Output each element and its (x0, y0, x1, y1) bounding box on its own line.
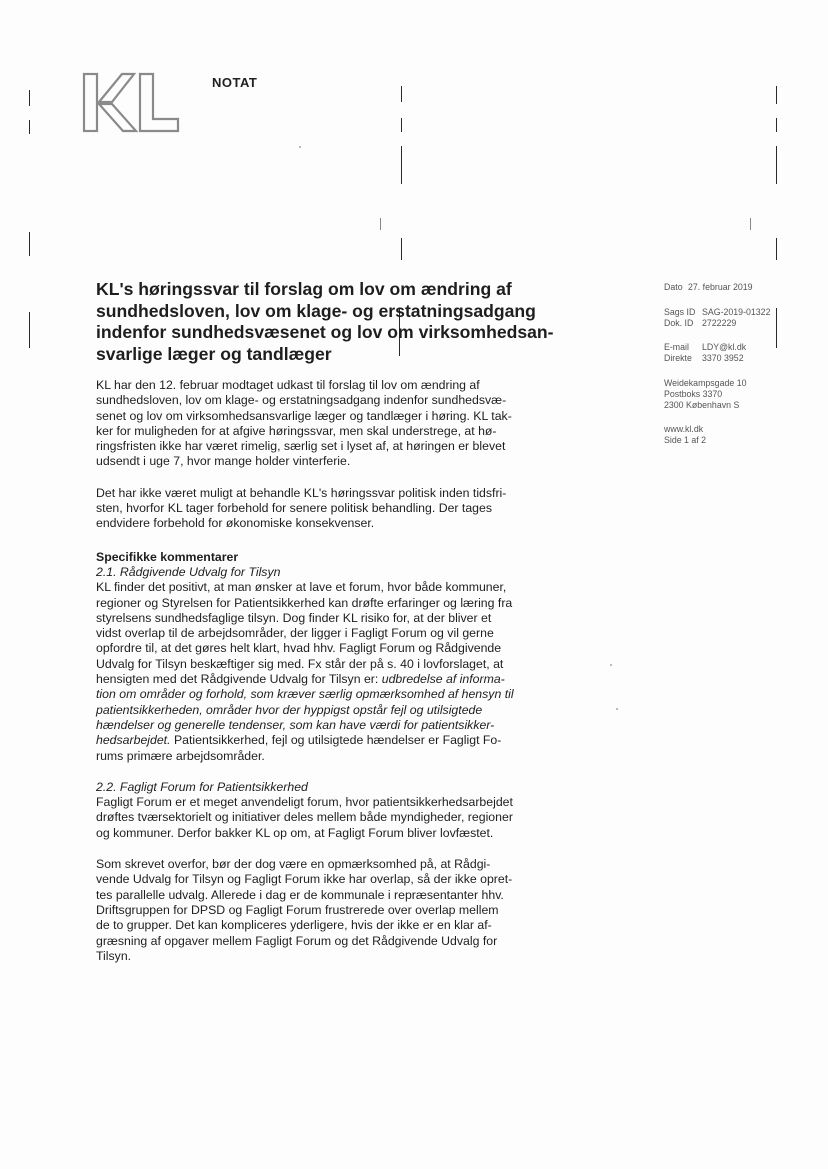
scan-line (750, 218, 751, 230)
date-value: 27. februar 2019 (688, 282, 753, 292)
title-line: indenfor sundhedsvæsenet og lov om virksomhedsan- (96, 322, 554, 342)
reservation-paragraph (96, 486, 566, 532)
italic-quote: hedsarbejdet. (96, 733, 171, 748)
text-line: Fagligt Forum er et meget anvendeligt forum, hvor patientsikkerhedsarbejdet (96, 795, 513, 810)
scan-line (776, 308, 777, 348)
meta-ids (664, 307, 770, 329)
page-indicator: Side 1 af 2 (664, 434, 707, 445)
scan-line (401, 118, 402, 132)
sags-id-label: Sags ID (664, 307, 696, 317)
text-line: Udvalg for Tilsyn beskæftiger sig med. Fx står der på s. 40 i lovforslaget, at (96, 656, 504, 671)
meta-contact (664, 342, 746, 364)
scan-line (401, 86, 402, 102)
scan-line (29, 90, 30, 106)
sags-id-value: SAG-2019-01322 (702, 307, 771, 317)
text-line: Driftsgruppen for DPSD og Fagligt Forum frustrerede over overlap mellem (96, 902, 499, 917)
text-line: ringsfristen ikke har været rimelig, særlig set i lyset af, at høringen er blevet (96, 439, 506, 454)
text-line: vidst overlap til de arbejdsområder, der ligger i Fagligt Forum og vil gerne (96, 626, 494, 641)
scan-line (29, 120, 30, 134)
document-title (96, 279, 576, 365)
scan-line (776, 238, 777, 260)
meta-address (664, 378, 746, 410)
date-label: Dato (664, 282, 683, 292)
text-line: sundhedsloven, lov om klage- og erstatningsadgang indenfor sundhedsvæ- (96, 393, 507, 408)
scan-line (380, 218, 381, 230)
text-line: græsning af opgaver mellem Fagligt Forum og det Rådgivende Udvalg for (96, 933, 498, 948)
text-run: Patientsikkerhed, fejl og utilsigtede hændelser er Fagligt Fo- (170, 733, 502, 748)
address-line: 2300 København S (664, 399, 740, 410)
text-line: tes parallelle udvalg. Allerede i dag er de kommunale i repræsentanter hhv. (96, 887, 504, 902)
text-line: udsendt i uge 7, hvor mange holder vinterferie. (96, 454, 351, 469)
text-line: Tilsyn. (96, 948, 132, 963)
title-line: svarlige læger og tandlæger (96, 343, 332, 364)
text-run: hensigten med det Rådgivende Udvalg for Tilsyn er: (96, 672, 382, 687)
text-line: senet og lov om virksomhedsansvarlige læger og tandlæger i høring. KL tak- (96, 408, 512, 423)
text-line: drøftes tværsektorielt og initiativer deles mellem både myndigheder, regioner (96, 810, 513, 825)
italic-quote: tion om områder og forhold, som kræver særlig opmærksomhed af hensyn til (96, 687, 514, 702)
scan-line (776, 146, 777, 184)
text-line: regioner og Styrelsen for Patientsikkerhed kan drøfte erfaringer og læring fra (96, 595, 513, 610)
italic-quote: udbredelse af informa- (381, 672, 505, 687)
text-line: styrelsens sundhedsfaglige tilsyn. Dog finder KL risiko for, at der bliver et (96, 610, 492, 625)
meta-web (664, 424, 706, 446)
text-line: Som skrevet overfor, bør der dog være en opmærksomhed på, at Rådgi- (96, 857, 491, 872)
address-line: Weidekampsgade 10 (664, 378, 747, 388)
email-label: E-mail (664, 342, 689, 352)
title-line: sundhedsloven, lov om klage- og erstatningsadgang (96, 300, 536, 321)
section-specific-comments (96, 550, 566, 764)
text-line (96, 672, 566, 687)
subsection-heading: 2.2. Fagligt Forum for Patientsikkerhed (96, 779, 308, 794)
scan-line (776, 86, 777, 104)
scan-line (29, 312, 30, 348)
title-line: KL's høringssvar til forslag om lov om ændring af (96, 279, 512, 299)
overlap-paragraph (96, 857, 566, 964)
email-value[interactable]: LDY@kl.dk (702, 342, 747, 352)
text-line: KL har den 12. februar modtaget udkast til forslag til lov om ændring af (96, 378, 480, 392)
intro-paragraph (96, 378, 566, 470)
subsection-heading: 2.1. Rådgivende Udvalg for Tilsyn (96, 564, 281, 579)
italic-quote: hændelser og generelle tendenser, som kan have værdi for patientsikker- (96, 717, 495, 732)
text-line: sten, hvorfor KL tager forbehold for senere politisk behandling. Der tages (96, 501, 493, 516)
meta-date (664, 282, 753, 293)
scan-line (401, 146, 402, 184)
text-line: Det har ikke været muligt at behandle KL's høringssvar politisk inden tidsfri- (96, 485, 507, 500)
text-line: rums primære arbejdsområder. (96, 748, 265, 763)
text-line: endvidere forbehold for økonomiske konsekvenser. (96, 516, 375, 531)
text-line: vende Udvalg for Tilsyn og Fagligt Forum ikke har overlap, så der ikke opret- (96, 872, 513, 887)
document-body (96, 378, 566, 964)
italic-quote: patientsikkerheden, områder hvor der hyppigst opstår fejl og utilsigtede (96, 702, 483, 717)
address-line: Postboks 3370 (664, 388, 723, 399)
dok-id-value: 2722229 (702, 317, 737, 328)
kl-logo (82, 72, 182, 134)
scan-line (401, 238, 402, 260)
scan-speck (299, 146, 301, 148)
text-line: opfordre til, at det gøres helt klart, hvad hhv. Fagligt Forum og Rådgivende (96, 641, 502, 656)
text-line: KL finder det positivt, at man ønsker at lave et forum, hvor både kommuner, (96, 580, 507, 595)
scan-speck (616, 708, 618, 710)
direkte-value: 3370 3952 (702, 352, 744, 363)
website-link[interactable]: www.kl.dk (664, 424, 704, 434)
scan-speck (610, 664, 612, 666)
text-line: og kommuner. Derfor bakker KL op om, at Fagligt Forum bliver lovfæstet. (96, 825, 494, 840)
text-line: de to grupper. Det kan kompliceres yderligere, hvis der ikke er en klar af- (96, 918, 492, 933)
section-fagligt-forum (96, 780, 566, 841)
dok-id-label: Dok. ID (664, 317, 694, 328)
scan-line (776, 118, 777, 132)
document-type-label: NOTAT (212, 75, 258, 90)
scan-line (29, 232, 30, 256)
section-heading: Specifikke kommentarer (96, 549, 239, 564)
text-line: ker for muligheden for at afgive høringssvar, men skal understrege, at hø- (96, 423, 497, 438)
text-line (96, 733, 566, 748)
direkte-label: Direkte (664, 352, 692, 363)
